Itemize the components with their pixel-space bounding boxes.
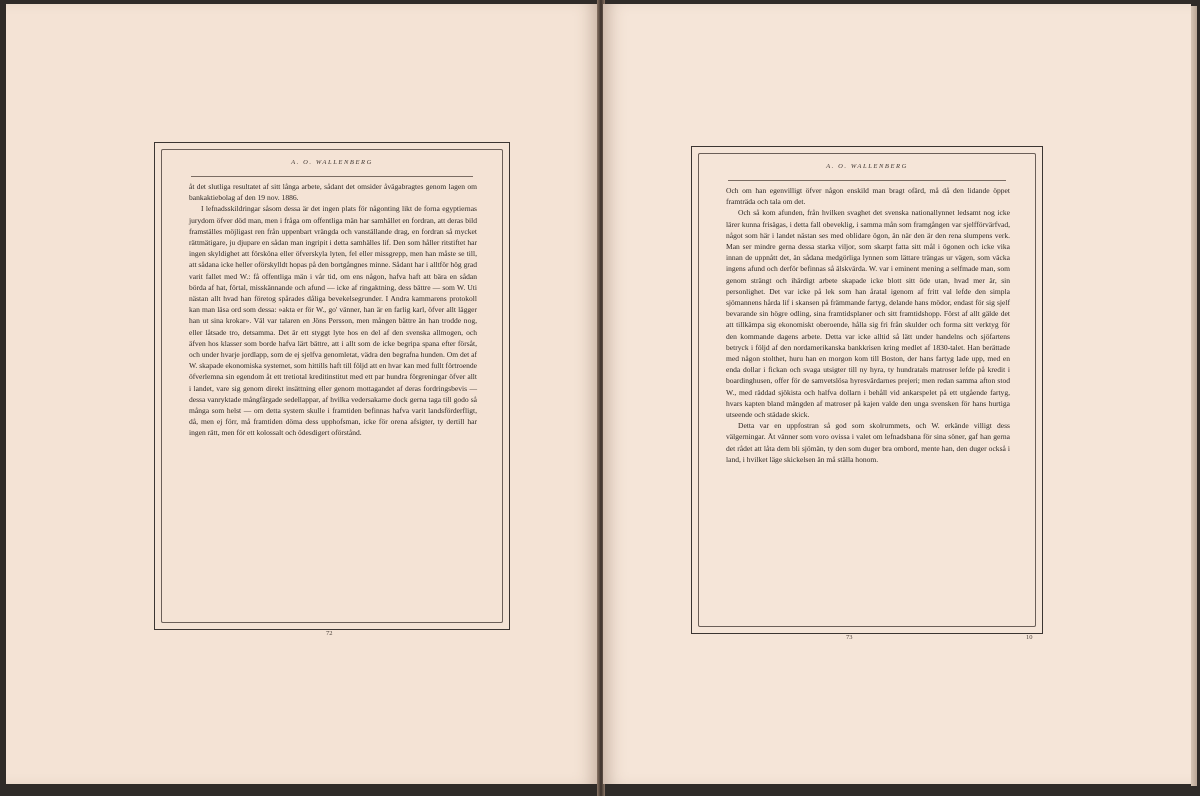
- right-page-number: 73: [846, 634, 853, 641]
- left-page-text: [189, 181, 477, 439]
- right-page: [603, 4, 1191, 784]
- left-page: [6, 4, 598, 784]
- right-page-frame: [691, 146, 1043, 634]
- right-paragraph-2: Och så kom afunden, från hvilken svaghet det svenska nationallynnet ledsamt nog icke lärer kunna frisägas, i detta fall obeveklig, i samma mån som framgången var sjelfförvärfvad, något som här i landet nästan ses med oblidare ögon, än när den är den rena slumpens verk. Man ser mindre gerna dessa starka viljor, som skarpt fatta sitt mål i ögonen och icke vika innan de uppnått det, än sådana medgörliga lynnen som lättare trängas ur vägen, som väcka ingens afund och derför befinnas så älskvärda. W. var i eminent mening a selfmade man, som genom strängt och ihärdigt arbete skapade icke blott sitt öde utan, hvad mer är, sin personlighet. Det var icke på lek som han åratal igenom af fritt val lefde den simpla sjömannens hårda lif i skansen på främmande fartyg, delande hans mödor, endast för sig sjelf bevarande sin högre odling, sina framtidsplaner och sitt framtidshopp. Först af allt gälde det att tillkämpa sig ekonomiskt oberoende, hålla sig fri från skulder och forma sitt verktyg för den kommande dagens arbete. Detta var icke alltid så lätt under handelns och sjöfartens betryck i följd af den nordamerikanska bankkrisen kring medlet af 1830-talet. Han berättade med någon stolthet, huru han en morgon kom till Boston, der hans fartyg lade upp, med en enda dollar i fickan och svaga utsigter till ny hyra, ty hundratals matroser lefde på kredit i boardinghusen, offer för de samvetslösa hyresvärdarnes prejeri; men redan samma afton stod W., med räddad sjökista och halfva dollarn i behåll vid ankarspelet på ett utgående fartyg, hvars kapten bland mängden af matroser på kajen valde den unga svensken för hans hurtiga utseende och städade skick.: [726, 208, 1010, 420]
- left-head-rule: [191, 176, 473, 177]
- page-edge: [1191, 6, 1197, 786]
- left-page-frame: [154, 142, 510, 630]
- signature-mark: 10: [1026, 634, 1033, 641]
- left-running-head: A. O. WALLENBERG: [291, 159, 373, 166]
- right-paragraph-1: Och om han egenvilligt öfver någon enskild man bragt ofärd, må då den lidande öppet framträda och tala om det.: [726, 186, 1010, 207]
- left-paragraph-1: åt det slutliga resultatet af sitt långa arbete, sådant det omsider åvägabragtes genom lagen om bankaktiebolag af den 19 nov. 1886.: [189, 182, 477, 203]
- left-page-number: 72: [326, 630, 333, 637]
- right-head-rule: [728, 180, 1006, 181]
- right-running-head: A. O. WALLENBERG: [826, 163, 908, 170]
- left-paragraph-2: I lefnadsskildringar såsom dessa är det ingen plats för någonting likt de forna egyptiernas jurydom öfver död man, men i fråga om offentliga män har samhället en fordran, att deras bild framställes möjligast ren från uppenbart vrängda och vanställande drag, en fordran så mycket rättmätigare, ju djupare en sådan man ingripit i detta samhälles lif. Den som håller ritstiftet har ingen skyldighet att försköna eller öfverskyla lyten, fel eller missgrepp, men han måste se till, att sådana icke heller oförskylldt hopas på den bortgångnes minne. Sådant har i alltför hög grad varit fallet med W.: få offentliga män i vår tid, om ens någon, hafva haft att bära en sådan börda af hat, förtal, misskännande och afund — icke af ringaktning, dess bättre — som W. Uti nästan allt hvad han företog spårades dåliga bevekelsegrunder. I Andra kammarens protokoll kan man läsa ord som dessa: »akta er för W., go' vänner, han är en farlig karl, öfver allt lägger han ut sina krokar». Väl var talaren en Jöns Persson, men mången bättre än han trodde nog, eller låtsade tro, detsamma. Det är ett styggt lyte hos en del af den svenska allmogen, och äfven hos klasser som borde hafva lärt bättre, att i allt som de icke begripa spana efter försåt, och under hvarje jordlapp, som de ej sjelfva genomletat, vädra den begrafna hunden. Om det af W. skapade ekonomiska systemet, som hittills haft till följd att en hvar kan med fullt förtroende öfverlemna sin egendom åt ett tretiotal kreditinstitut med ett par hundra förgreningar öfver allt i landet, vare sig genom direkt insättning eller genom mottagandet af deras fordringsbevis — dessa vanryktade mångfärgade sedellappar, af hvilka vedersakarne dock gerna taga till godo så många som helst — om detta system skulle i framtiden befinnas hafva varit landsförderfligt, då, men ej förr, må framtiden döma dess upphofsman, icke för orena afsigter, ty dertill har ingen rätt, men för ett kolossalt och ödesdigert oförstånd.: [189, 204, 477, 438]
- right-page-text: [726, 185, 1010, 465]
- right-paragraph-3: Detta var en uppfostran så god som skolrummets, och W. erkände villigt dess välgerningar. Åt vänner som voro ovissa i valet om lefnadsbana för sina söner, gaf han gerna det rådet att låta dem bli sjömän, ty den som duger bra ombord, mente han, den duger också i land, i hvilket läge skickelsen än må ställa honom.: [726, 421, 1010, 464]
